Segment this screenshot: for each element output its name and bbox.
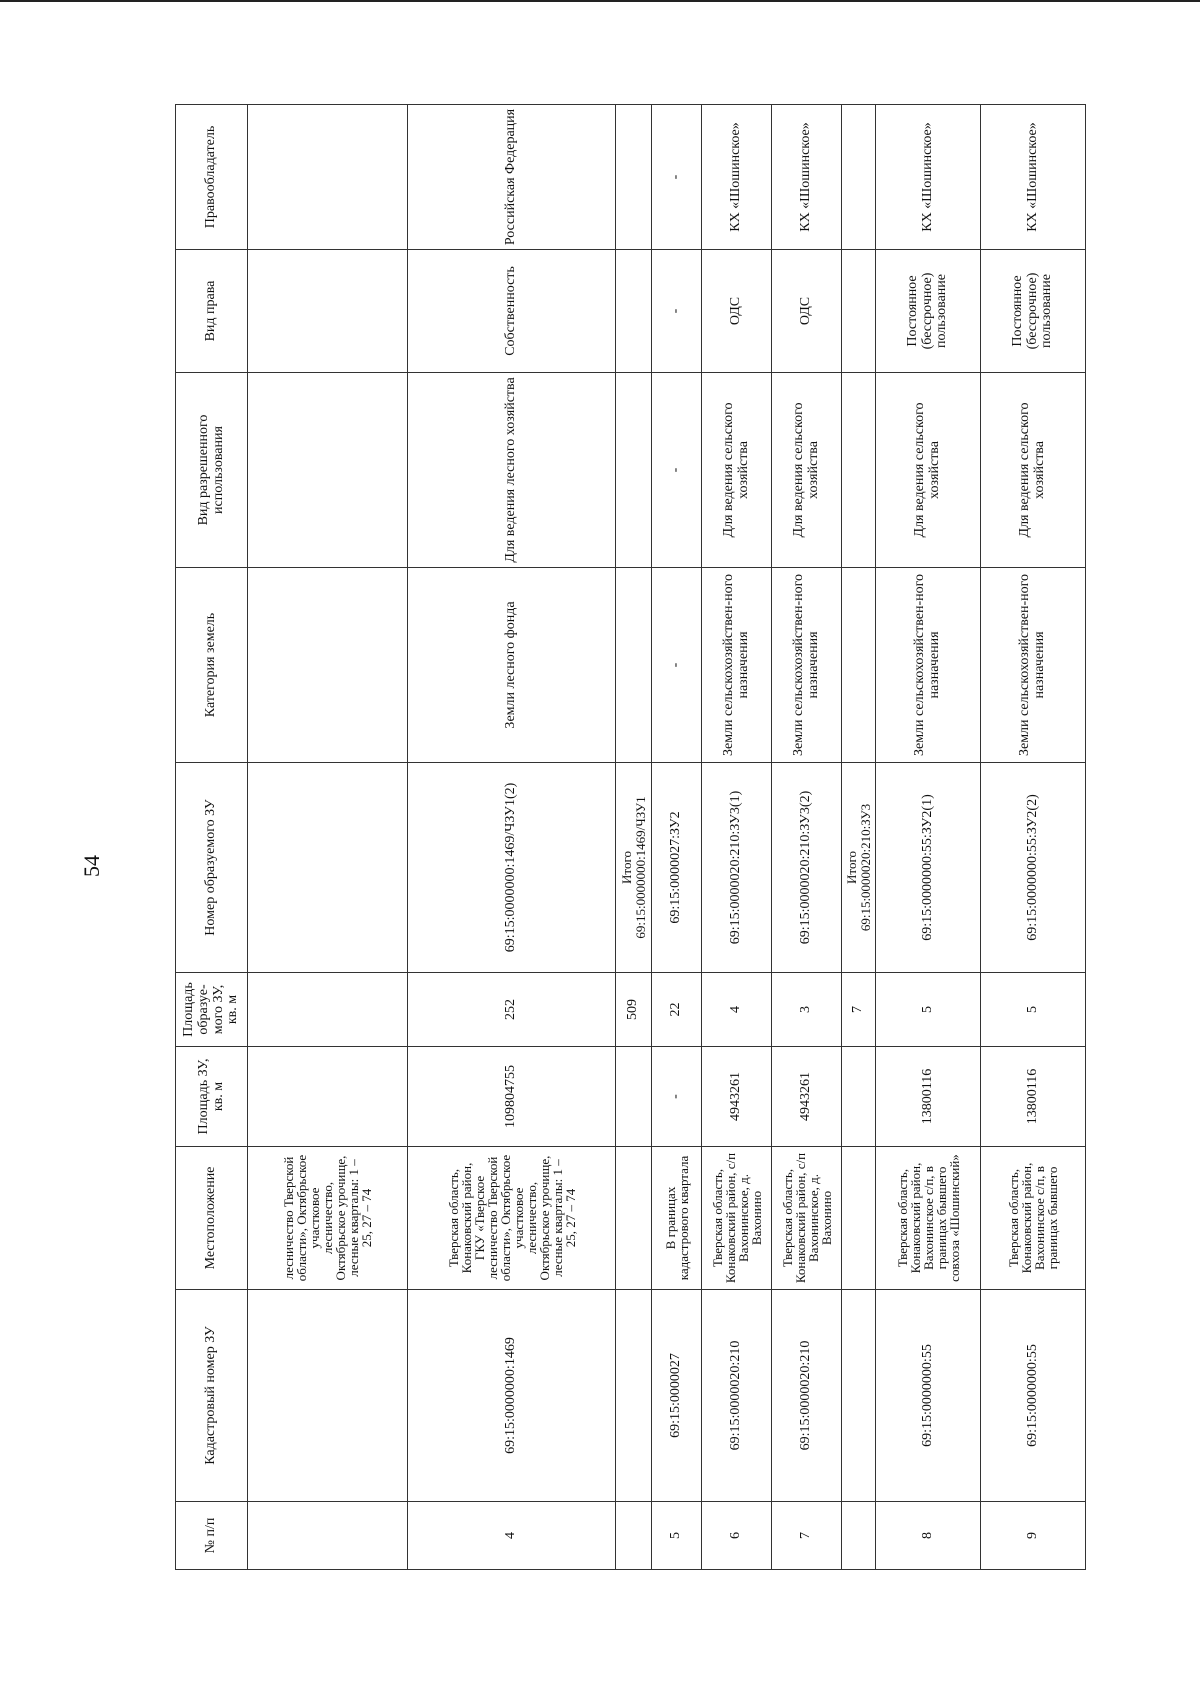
- permitted-usage: -: [652, 373, 702, 568]
- right-type: Собственность: [408, 250, 616, 373]
- header-row: [176, 105, 248, 1570]
- header-area-new: Площадь образуе-мого ЗУ, кв. м: [176, 973, 248, 1047]
- cadastral-number: 69:15:0000020:210: [702, 1290, 772, 1502]
- cell-empty: [842, 250, 876, 373]
- right-holder: КХ «Шошинское»: [772, 105, 842, 250]
- new-plot-number: 69:15:0000000:55:ЗУ2(2): [981, 763, 1086, 973]
- table-row: [702, 105, 772, 1570]
- continuation-location: лесничество Тверской области», Октябрьское участковое лесничество, Октябрьское урочище, лесные кварталы: 1 – 25, 27 – 74: [248, 1147, 408, 1290]
- land-category: Земли лесного фонда: [408, 568, 616, 763]
- cell-empty: [248, 250, 408, 373]
- right-type: Постоянное (бессрочное) пользование: [981, 250, 1086, 373]
- area-zu: -: [652, 1047, 702, 1147]
- land-category: Земли сельскохозяйствен-ного назначения: [702, 568, 772, 763]
- new-plot-number: 69:15:0000000:55:ЗУ2(1): [876, 763, 981, 973]
- total-row: [616, 105, 652, 1570]
- permitted-usage: Для ведения сельского хозяйства: [772, 373, 842, 568]
- table-row: [408, 105, 616, 1570]
- total-number: 69:15:0000020:210:ЗУ3: [857, 803, 873, 932]
- area-zu: 4943261: [702, 1047, 772, 1147]
- area-new: 252: [408, 973, 616, 1047]
- scan-top-edge: [0, 0, 1200, 2]
- location: Тверская область, Конаковский район, Вахонинское с/п, в границах бывшего совхоза «Шошинский»: [876, 1147, 981, 1290]
- area-new: 5: [981, 973, 1086, 1047]
- total-label-text: Итого: [843, 851, 859, 884]
- header-area-zu: Площадь ЗУ, кв. м: [176, 1047, 248, 1147]
- location: Тверская область, Конаковский район, Вахонинское с/п, в границах бывшего: [981, 1147, 1086, 1290]
- location: Тверская область, Конаковский район, с/п Вахонинское, д. Вахонино: [772, 1147, 842, 1290]
- new-plot-number: 69:15:0000000:1469/ЧЗУ1(2): [408, 763, 616, 973]
- cell-empty: [616, 373, 652, 568]
- row-number: 6: [702, 1502, 772, 1570]
- rotated-table-frame: [175, 105, 1085, 1570]
- area-zu: 4943261: [772, 1047, 842, 1147]
- location: Тверская область, Конаковский район, с/п Вахонинское, д. Вахонино: [702, 1147, 772, 1290]
- land-category: Земли сельскохозяйствен-ного назначения: [981, 568, 1086, 763]
- row-number: 4: [408, 1502, 616, 1570]
- cell-empty: [842, 1502, 876, 1570]
- row-number: 9: [981, 1502, 1086, 1570]
- cell-empty: [842, 1290, 876, 1502]
- area-new: 22: [652, 973, 702, 1047]
- cell-empty: [616, 1502, 652, 1570]
- row-number: 5: [652, 1502, 702, 1570]
- area-zu: 13800116: [876, 1047, 981, 1147]
- right-holder: Российская Федерация: [408, 105, 616, 250]
- total-area: 7: [842, 973, 876, 1047]
- area-zu: 13800116: [981, 1047, 1086, 1147]
- continuation-row: [248, 105, 408, 1570]
- area-new: 4: [702, 973, 772, 1047]
- row-number: 7: [772, 1502, 842, 1570]
- permitted-usage: Для ведения сельского хозяйства: [876, 373, 981, 568]
- cadastral-number: 69:15:0000027: [652, 1290, 702, 1502]
- right-type: Постоянное (бессрочное) пользование: [876, 250, 981, 373]
- total-area: 509: [616, 973, 652, 1047]
- new-plot-number: 69:15:0000020:210:ЗУ3(2): [772, 763, 842, 973]
- page-number: 54: [79, 855, 104, 877]
- cadastral-number: 69:15:0000020:210: [772, 1290, 842, 1502]
- total-label-text: Итого: [618, 851, 634, 884]
- permitted-usage: Для ведения сельского хозяйства: [981, 373, 1086, 568]
- cell-empty: [616, 568, 652, 763]
- area-new: 3: [772, 973, 842, 1047]
- permitted-usage: Для ведения лесного хозяйства: [408, 373, 616, 568]
- header-num: № п/п: [176, 1502, 248, 1570]
- header-right: Вид права: [176, 250, 248, 373]
- cell-empty: [248, 568, 408, 763]
- cell-empty: [616, 250, 652, 373]
- table-row: [981, 105, 1086, 1570]
- land-plot-table-container: [175, 105, 1085, 1570]
- table-row: [652, 105, 702, 1570]
- location: Тверская область, Конаковский район, ГКУ «Тверское лесничество Тверской области», Октябрьское участковое лесничество, Октябрьское урочище, лесные кварталы: 1 – 25, 27 – 74: [408, 1147, 616, 1290]
- cell-empty: [616, 1147, 652, 1290]
- area-new: 5: [876, 973, 981, 1047]
- cell-empty: [616, 1047, 652, 1147]
- cell-empty: [248, 373, 408, 568]
- new-plot-number: 69:15:0000020:210:ЗУ3(1): [702, 763, 772, 973]
- cell-empty: [842, 105, 876, 250]
- right-holder: КХ «Шошинское»: [876, 105, 981, 250]
- right-holder: КХ «Шошинское»: [702, 105, 772, 250]
- cell-empty: [842, 1147, 876, 1290]
- total-label: [616, 763, 652, 973]
- table-row: [772, 105, 842, 1570]
- right-type: ОДС: [772, 250, 842, 373]
- cell-empty: [248, 1047, 408, 1147]
- permitted-usage: Для ведения сельского хозяйства: [702, 373, 772, 568]
- land-plot-table: [175, 104, 1086, 1570]
- cell-empty: [842, 373, 876, 568]
- table-row: [876, 105, 981, 1570]
- right-holder: -: [652, 105, 702, 250]
- header-cadastral: Кадастровый номер ЗУ: [176, 1290, 248, 1502]
- total-number: 69:15:0000000:1469/ЧЗУ1: [632, 796, 648, 939]
- cadastral-number: 69:15:0000000:55: [981, 1290, 1086, 1502]
- location: В границах кадастрового квартала: [652, 1147, 702, 1290]
- cell-empty: [248, 763, 408, 973]
- cell-empty: [842, 568, 876, 763]
- right-holder: КХ «Шошинское»: [981, 105, 1086, 250]
- cell-empty: [616, 105, 652, 250]
- total-label: [842, 763, 876, 973]
- land-category: -: [652, 568, 702, 763]
- cell-empty: [248, 1290, 408, 1502]
- header-location: Местоположение: [176, 1147, 248, 1290]
- new-plot-number: 69:15:0000027:ЗУ2: [652, 763, 702, 973]
- right-type: -: [652, 250, 702, 373]
- cell-empty: [248, 1502, 408, 1570]
- cadastral-number: 69:15:0000000:1469: [408, 1290, 616, 1502]
- total-row: [842, 105, 876, 1570]
- header-usage: Вид разрешенного использования: [176, 373, 248, 568]
- cell-empty: [248, 105, 408, 250]
- header-new-number: Номер образуемого ЗУ: [176, 763, 248, 973]
- cell-empty: [248, 973, 408, 1047]
- header-category: Категория земель: [176, 568, 248, 763]
- cell-empty: [616, 1290, 652, 1502]
- land-category: Земли сельскохозяйствен-ного назначения: [876, 568, 981, 763]
- area-zu: 109804755: [408, 1047, 616, 1147]
- cadastral-number: 69:15:0000000:55: [876, 1290, 981, 1502]
- row-number: 8: [876, 1502, 981, 1570]
- land-category: Земли сельскохозяйствен-ного назначения: [772, 568, 842, 763]
- right-type: ОДС: [702, 250, 772, 373]
- header-holder: Правообладатель: [176, 105, 248, 250]
- cell-empty: [842, 1047, 876, 1147]
